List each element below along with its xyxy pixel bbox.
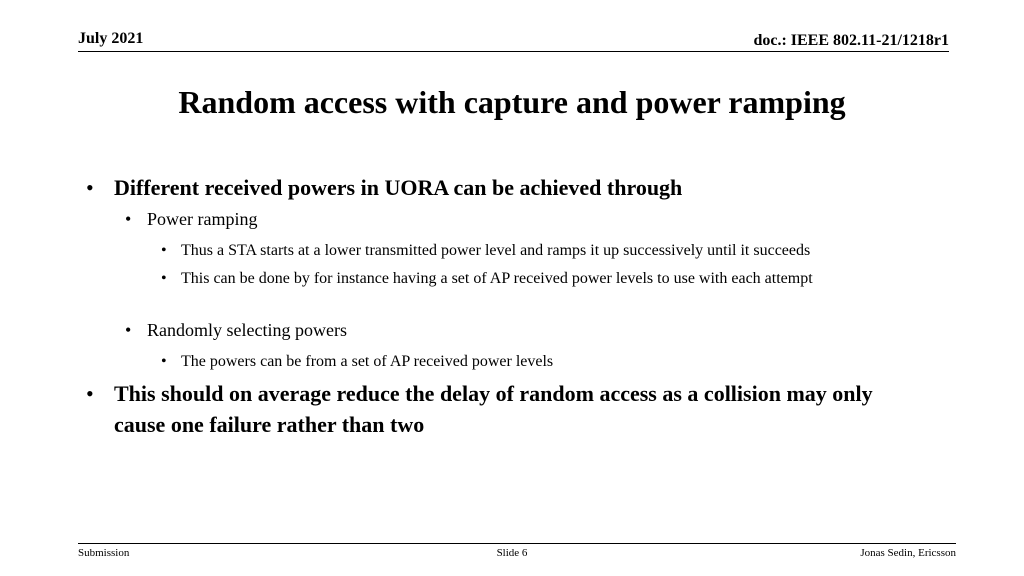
slide-title: Random access with capture and power ramping: [178, 84, 846, 120]
bullet-icon: •: [86, 175, 94, 200]
header-date: July 2021: [78, 30, 144, 47]
bullet-text: The powers can be from a set of AP received power levels: [181, 353, 554, 370]
bullet-icon: •: [161, 270, 167, 287]
bullet-level3: [161, 268, 901, 290]
bullet-text: Different received powers in UORA can be achieved through: [114, 175, 683, 200]
bullet-text: Power ramping: [147, 209, 258, 229]
header-divider: [78, 51, 949, 52]
bullet-icon: •: [161, 353, 167, 370]
bullet-icon: •: [86, 381, 94, 406]
bullet-level1: [86, 172, 914, 203]
bullet-text: This should on average reduce the delay of random access as a collision may only cause one failure rather than two: [114, 381, 873, 437]
footer-author: Jonas Sedin, Ericsson: [860, 547, 956, 559]
footer-divider: [78, 543, 956, 544]
footer-submission: Submission: [78, 547, 130, 559]
bullet-level3: [161, 351, 901, 373]
header-doc-id: doc.: IEEE 802.11-21/1218r1: [753, 32, 949, 49]
bullet-icon: •: [125, 209, 132, 229]
bullet-icon: •: [161, 242, 167, 259]
bullet-level3: [161, 240, 901, 262]
bullet-level2: [125, 209, 258, 230]
footer-slide-number: Slide 6: [496, 547, 528, 559]
bullet-text: This can be done by for instance having a set of AP received power levels to use with each attempt: [181, 270, 813, 287]
bullet-level2: [125, 320, 347, 341]
bullet-text: Randomly selecting powers: [147, 320, 347, 340]
bullet-text: Thus a STA starts at a lower transmitted power level and ramps it up successively until it succeeds: [181, 242, 811, 259]
bullet-level1: [86, 378, 914, 440]
bullet-icon: •: [125, 320, 132, 340]
